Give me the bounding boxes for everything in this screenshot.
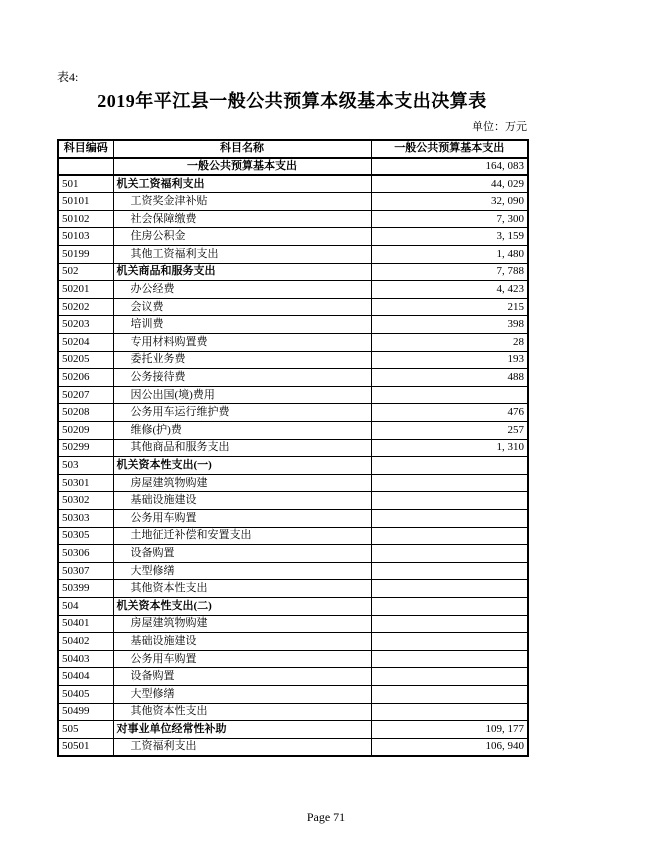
code-cell: 50205: [58, 351, 113, 369]
code-cell: 50401: [58, 615, 113, 633]
unit-note: 单位：万元: [472, 121, 527, 133]
table-row: [58, 228, 528, 246]
table-row: [58, 298, 528, 316]
table-row: [58, 316, 528, 334]
name-cell: 基础设施建设: [113, 492, 371, 510]
table-row: [58, 474, 528, 492]
name-cell: 大型修缮: [113, 685, 371, 703]
name-cell: 办公经费: [113, 281, 371, 299]
table-row: [58, 193, 528, 211]
code-cell: 501: [58, 175, 113, 193]
name-cell: 其他商品和服务支出: [113, 439, 371, 457]
name-cell: 基础设施建设: [113, 633, 371, 651]
table-row: [58, 597, 528, 615]
table-row: [58, 562, 528, 580]
value-cell: 3, 159: [371, 228, 528, 246]
table-row: [58, 369, 528, 387]
value-cell: 1, 310: [371, 439, 528, 457]
name-cell: 设备购置: [113, 668, 371, 686]
table-row: [58, 158, 528, 176]
page-number: Page 71: [306, 810, 346, 824]
code-cell: 50302: [58, 492, 113, 510]
name-cell: 机关商品和服务支出: [113, 263, 371, 281]
code-cell: 50305: [58, 527, 113, 545]
table-row: [58, 386, 528, 404]
table-row: [58, 263, 528, 281]
code-cell: 50101: [58, 193, 113, 211]
value-cell: [371, 492, 528, 510]
table-row: [58, 439, 528, 457]
code-cell: 50103: [58, 228, 113, 246]
name-cell: 专用材料购置费: [113, 334, 371, 352]
value-cell: 1, 480: [371, 246, 528, 264]
name-cell: 公务用车购置: [113, 650, 371, 668]
value-cell: [371, 703, 528, 721]
value-cell: 398: [371, 316, 528, 334]
value-cell: [371, 474, 528, 492]
code-cell: [58, 158, 113, 176]
value-cell: 164, 083: [371, 158, 528, 176]
code-cell: 504: [58, 597, 113, 615]
code-cell: 50202: [58, 298, 113, 316]
name-cell: 公务接待费: [113, 369, 371, 387]
table-row: [58, 351, 528, 369]
value-cell: [371, 668, 528, 686]
value-cell: 7, 300: [371, 210, 528, 228]
code-cell: 50209: [58, 422, 113, 440]
table-row: [58, 509, 528, 527]
code-cell: 50403: [58, 650, 113, 668]
value-cell: 7, 788: [371, 263, 528, 281]
table-row: [58, 210, 528, 228]
table-row: [58, 246, 528, 264]
code-cell: 50499: [58, 703, 113, 721]
code-cell: 50201: [58, 281, 113, 299]
budget-table: [57, 139, 529, 757]
value-cell: [371, 457, 528, 475]
name-cell: 大型修缮: [113, 562, 371, 580]
code-cell: 50208: [58, 404, 113, 422]
code-cell: 50399: [58, 580, 113, 598]
name-cell: 培训费: [113, 316, 371, 334]
value-cell: 257: [371, 422, 528, 440]
name-cell: 房屋建筑物购建: [113, 474, 371, 492]
value-cell: [371, 527, 528, 545]
code-cell: 50299: [58, 439, 113, 457]
table-row: [58, 545, 528, 563]
value-cell: 193: [371, 351, 528, 369]
value-cell: [371, 509, 528, 527]
code-cell: 50404: [58, 668, 113, 686]
value-cell: 476: [371, 404, 528, 422]
code-cell: 50203: [58, 316, 113, 334]
name-cell: 会议费: [113, 298, 371, 316]
name-cell: 社会保障缴费: [113, 210, 371, 228]
value-cell: 32, 090: [371, 193, 528, 211]
code-cell: 50402: [58, 633, 113, 651]
table-row: [58, 457, 528, 475]
value-cell: 4, 423: [371, 281, 528, 299]
value-cell: [371, 386, 528, 404]
table-row: [58, 175, 528, 193]
code-cell: 50204: [58, 334, 113, 352]
page-title: 2019年平江县一般公共预算本级基本支出决算表: [97, 91, 487, 111]
name-cell: 房屋建筑物购建: [113, 615, 371, 633]
table-row: [58, 580, 528, 598]
name-cell: 对事业单位经常性补助: [113, 721, 371, 739]
code-cell: 502: [58, 263, 113, 281]
name-cell: 住房公积金: [113, 228, 371, 246]
value-cell: 106, 940: [371, 738, 528, 756]
value-cell: [371, 633, 528, 651]
name-cell: 机关资本性支出(二): [113, 597, 371, 615]
value-cell: 488: [371, 369, 528, 387]
name-cell: 工资奖金津补贴: [113, 193, 371, 211]
code-cell: 503: [58, 457, 113, 475]
name-cell: 机关资本性支出(一): [113, 457, 371, 475]
value-cell: [371, 650, 528, 668]
name-cell: 其他资本性支出: [113, 703, 371, 721]
name-cell: 公务用车运行维护费: [113, 404, 371, 422]
value-cell: 44, 029: [371, 175, 528, 193]
code-cell: 50206: [58, 369, 113, 387]
name-cell: 公务用车购置: [113, 509, 371, 527]
value-cell: [371, 580, 528, 598]
name-cell: 一般公共预算基本支出: [113, 158, 371, 176]
value-cell: [371, 545, 528, 563]
value-cell: [371, 597, 528, 615]
table-row: [58, 422, 528, 440]
table-row: [58, 738, 528, 756]
code-cell: 50102: [58, 210, 113, 228]
name-cell: 因公出国(境)费用: [113, 386, 371, 404]
value-cell: [371, 562, 528, 580]
table-row: [58, 685, 528, 703]
table-row: [58, 527, 528, 545]
code-cell: 50207: [58, 386, 113, 404]
name-cell: 其他工资福利支出: [113, 246, 371, 264]
code-cell: 50301: [58, 474, 113, 492]
table-row: [58, 668, 528, 686]
value-cell: 109, 177: [371, 721, 528, 739]
table-row: [58, 721, 528, 739]
table-row: [58, 633, 528, 651]
code-cell: 50405: [58, 685, 113, 703]
code-cell: 50303: [58, 509, 113, 527]
table-row: [58, 703, 528, 721]
code-cell: 505: [58, 721, 113, 739]
name-cell: 维修(护)费: [113, 422, 371, 440]
column-header-subject-name: 科目名称: [113, 140, 371, 158]
value-cell: 215: [371, 298, 528, 316]
value-cell: 28: [371, 334, 528, 352]
table-header-row: [58, 140, 528, 158]
table-row: [58, 404, 528, 422]
name-cell: 其他资本性支出: [113, 580, 371, 598]
code-cell: 50199: [58, 246, 113, 264]
column-header-subject-code: 科目编码: [58, 140, 113, 158]
code-cell: 50307: [58, 562, 113, 580]
table-row: [58, 615, 528, 633]
value-cell: [371, 615, 528, 633]
table-row: [58, 650, 528, 668]
name-cell: 土地征迁补偿和安置支出: [113, 527, 371, 545]
table-row: [58, 492, 528, 510]
code-cell: 50306: [58, 545, 113, 563]
column-header-basic-expenditure: 一般公共预算基本支出: [371, 140, 528, 158]
table-number-label: 表4:: [57, 70, 79, 84]
table-row: [58, 334, 528, 352]
code-cell: 50501: [58, 738, 113, 756]
name-cell: 设备购置: [113, 545, 371, 563]
value-cell: [371, 685, 528, 703]
name-cell: 委托业务费: [113, 351, 371, 369]
name-cell: 工资福利支出: [113, 738, 371, 756]
name-cell: 机关工资福利支出: [113, 175, 371, 193]
table-row: [58, 281, 528, 299]
